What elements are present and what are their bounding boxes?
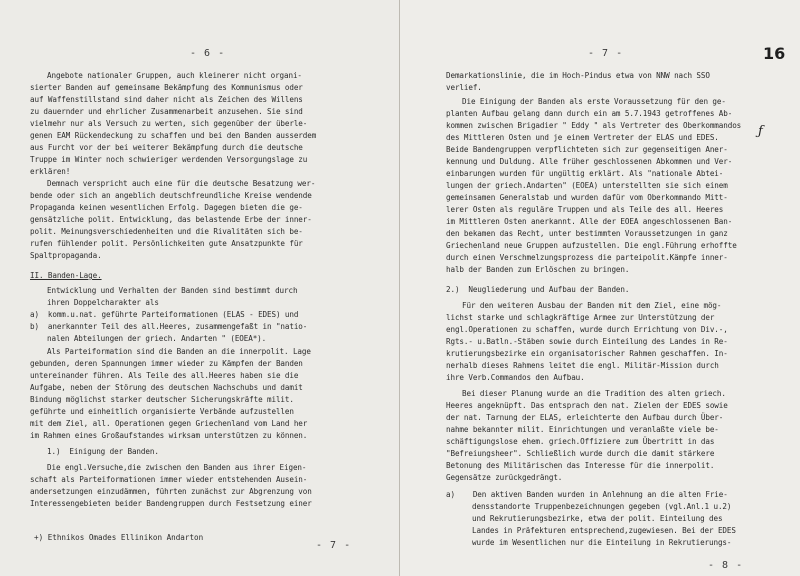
text-line: krutierungsbezirke ein organisatorischer Rahmen geschaffen. In-: [446, 349, 728, 358]
text-line: lichst starke und schlagkräftige Armee zur Unterstützung der: [446, 313, 715, 322]
text-line: schaft als Parteiformationen immer wieder entstehenden Ausein-: [30, 475, 308, 484]
text-line: verlief.: [446, 83, 482, 92]
text-line: halb der Banden zum Erlöschen zu bringen.: [446, 265, 630, 274]
text-line: planten Aufbau gelang dann durch ein am 5.7.1943 getroffenes Ab-: [446, 109, 733, 118]
text-line: gebunden, deren Spannungen immer wieder zu Kämpfen der Banden: [30, 359, 303, 368]
text-line: ihren Doppelcharakter als: [47, 298, 159, 307]
text-line: des Mittleren Osten und je einem Vertreter der ELAS und EDES.: [446, 133, 719, 142]
text-line: aus Furcht vor der bei weiterer Bekämpfung durch die deutsche: [30, 143, 303, 152]
text-line: Propaganda keinen wesentlichen Erfolg. Dagegen bieten die ge-: [30, 203, 303, 212]
text-line: nahme bekannter milit. Einrichtungen und veranlaßte viele be-: [446, 425, 719, 434]
text-line: den bekamen das Recht, unter bestimmten Voraussetzungen in ganz: [446, 229, 728, 238]
text-line: schäftigungslose ehem. griech.Offiziere zum Übertritt in das: [446, 437, 715, 446]
archive-stamp-number: 16: [763, 44, 786, 63]
text-line: Spaltpropaganda.: [30, 251, 102, 260]
text-line: sierter Banden auf gemeinsame Bekämpfung des Kommunismus oder: [30, 83, 303, 92]
text-line: polit. Meinungsverschiedenheiten und die Rivalitäten sich be-: [30, 227, 303, 236]
text-line: der nat. Tarnung der ELAS, erleichterte den Aufbau durch Über-: [446, 413, 724, 422]
text-line: Beide Bandengruppen verpflichteten sich zur gegenseitigen Aner-: [446, 145, 728, 154]
text-line: andersetzungen einzudämmen, führten zunächst zur Abgrenzung von: [30, 487, 312, 496]
text-line: nerhalb dieses Rahmens leitet die engl. Militär-Mission durch: [446, 361, 719, 370]
text-line: kommen zwischen Brigadier " Eddy " als Vertreter des Oberkommandos: [446, 121, 742, 130]
text-line: erklären!: [30, 167, 71, 176]
text-line: vielmehr nur als Versuch zu werten, sich gegenüber der überle-: [30, 119, 308, 128]
text-line: "Befreiungsheer". Schließlich wurde durch die damit stärkere: [446, 449, 715, 458]
text-line: Heeres angeknüpft. Das entsprach den nat. Zielen der EDES sowie: [446, 401, 728, 410]
text-line: durch einen Verschmelzungsprozess die parteipolit.Kämpfe inner-: [446, 253, 728, 262]
text-line: Als Parteiformation sind die Banden an die innerpolit. Lage: [47, 347, 311, 356]
text-line: im Mittleren Osten anerkannt. Alle der EOEA angeschlossenen Ban-: [446, 217, 733, 226]
text-line: densstandorte Truppenbezeichnungen gegeben (vgl.Anl.1 u.2): [472, 502, 732, 511]
text-line: genen EAM Rückendeckung zu schaffen und bei den Banden ausserdem: [30, 131, 317, 140]
margin-handwritten-mark: ƒ: [758, 124, 763, 139]
text-line: Entwicklung und Verhalten der Banden sind bestimmt durch: [47, 286, 298, 295]
text-line: Die Einigung der Banden als erste Voraussetzung für den ge-: [462, 97, 726, 106]
text-line: Bei dieser Planung wurde an die Tradition des alten griech.: [462, 389, 726, 398]
text-line: 2.) Neugliederung und Aufbau der Banden.: [446, 285, 630, 294]
text-line: auf Waffenstillstand sind daher nicht als Zeichen des Willens: [30, 95, 303, 104]
text-line: a) Den aktiven Banden wurden in Anlehnung an die alten Frie-: [446, 490, 728, 499]
text-line: kennung und Duldung. Alle früher geschlossenen Abkommen und Ver-: [446, 157, 733, 166]
text-line: Bindung möglichst starker deutscher Sicherungskräfte milit.: [30, 395, 294, 404]
right-page: [400, 0, 800, 576]
text-line: gemeinsamen Generalstab und wurden dafür vom Oberkommando Mitt-: [446, 193, 728, 202]
text-line: wurde im Wesentlichen nur die Einteilung in Rekrutierungs-: [472, 538, 732, 547]
text-line: Demarkationslinie, die im Hoch-Pindus etwa von NNW nach SSO: [446, 71, 710, 80]
text-line: zu dauernder und ehrlicher Zusammenarbeit anzusehen. Sie sind: [30, 107, 303, 116]
text-line: Demnach verspricht auch eine für die deutsche Besatzung wer-: [47, 179, 316, 188]
text-line: Betonung des Militärischen das Interesse für die innerpolit.: [446, 461, 715, 470]
text-line: Interessengebieten beider Bandengruppen durch Festsetzung einer: [30, 499, 312, 508]
text-line: bende oder sich an angeblich deutschfreundliche Kreise wendende: [30, 191, 312, 200]
footnote: +) Ethnikos Omades Ellinikon Andarton: [34, 533, 204, 542]
page-number-top: - 6 -: [190, 48, 226, 59]
text-line: gensätzliche polit. Entwicklung, das belastende Erbe der inner-: [30, 215, 312, 224]
text-line: geführte und einheitlich organisierte Verbände aufzustellen: [30, 407, 294, 416]
text-line: Aufgabe, neben der Störung des deutschen Nachschubs und damit: [30, 383, 303, 392]
page-number-bottom: - 7 -: [316, 540, 352, 551]
text-line: und Rekrutierungsbezirke, etwa der polit. Einteilung des: [472, 514, 723, 523]
text-line: nalen Abteilungen der griech. Andarten " (EOEA*).: [47, 334, 267, 343]
text-line: lungen der griech.Andarten" (EOEA) unterstellten sie sich einem: [446, 181, 728, 190]
text-line: Angebote nationaler Gruppen, auch kleinerer nicht organi-: [47, 71, 302, 80]
text-line: Landes in Präfekturen entsprechend,zugewiesen. Bei der EDES: [472, 526, 736, 535]
text-line: engl.Operationen zu schaffen, wurde durch Errichtung von Div.-,: [446, 325, 728, 334]
text-line: Für den weiteren Ausbau der Banden mit dem Ziel, eine mög-: [462, 301, 722, 310]
text-line: Truppe im Winter noch schwieriger werdenden Versorgungslage zu: [30, 155, 308, 164]
text-line: ihre Verb.Commandos den Aufbau.: [446, 373, 585, 382]
text-line: 1.) Einigung der Banden.: [47, 447, 159, 456]
text-line: Gegensätze zurückgedrängt.: [446, 473, 563, 482]
text-line: untereinander führen. Als Teile des all.Heeres haben sie die: [30, 371, 299, 380]
page-number-top: - 7 -: [588, 48, 624, 59]
text-line: Die engl.Versuche,die zwischen den Banden aus ihrer Eigen-: [47, 463, 307, 472]
text-line: b) anerkannter Teil des all.Heeres, zusammengefaßt in "natio-: [30, 322, 308, 331]
text-line: einbarungen wurden für ungültig erklärt. Als "nationale Abtei-: [446, 169, 724, 178]
text-line: a) komm.u.nat. geführte Parteiformationen (ELAS - EDES) und: [30, 310, 299, 319]
text-line: Rgts.- u.Batln.-Stäben sowie durch Einteilung des Landes in Re-: [446, 337, 728, 346]
text-line: lerer Osten als reguläre Truppen und als Teile des all. Heeres: [446, 205, 724, 214]
text-line: II. Banden-Lage.: [30, 271, 102, 280]
text-line: im Rahmen eines Großaufstandes wirksam unterstützen zu können.: [30, 431, 308, 440]
text-line: Griechenland neue Gruppen aufzustellen. Die engl.Führung erhoffte: [446, 241, 737, 250]
text-line: rufen fühlender polit. Persönlichkeiten gute Ansatzpunkte für: [30, 239, 303, 248]
text-line: mit dem Ziel, all. Operationen gegen Griechenland vom Land her: [30, 419, 308, 428]
page-number-bottom: - 8 -: [708, 560, 744, 571]
